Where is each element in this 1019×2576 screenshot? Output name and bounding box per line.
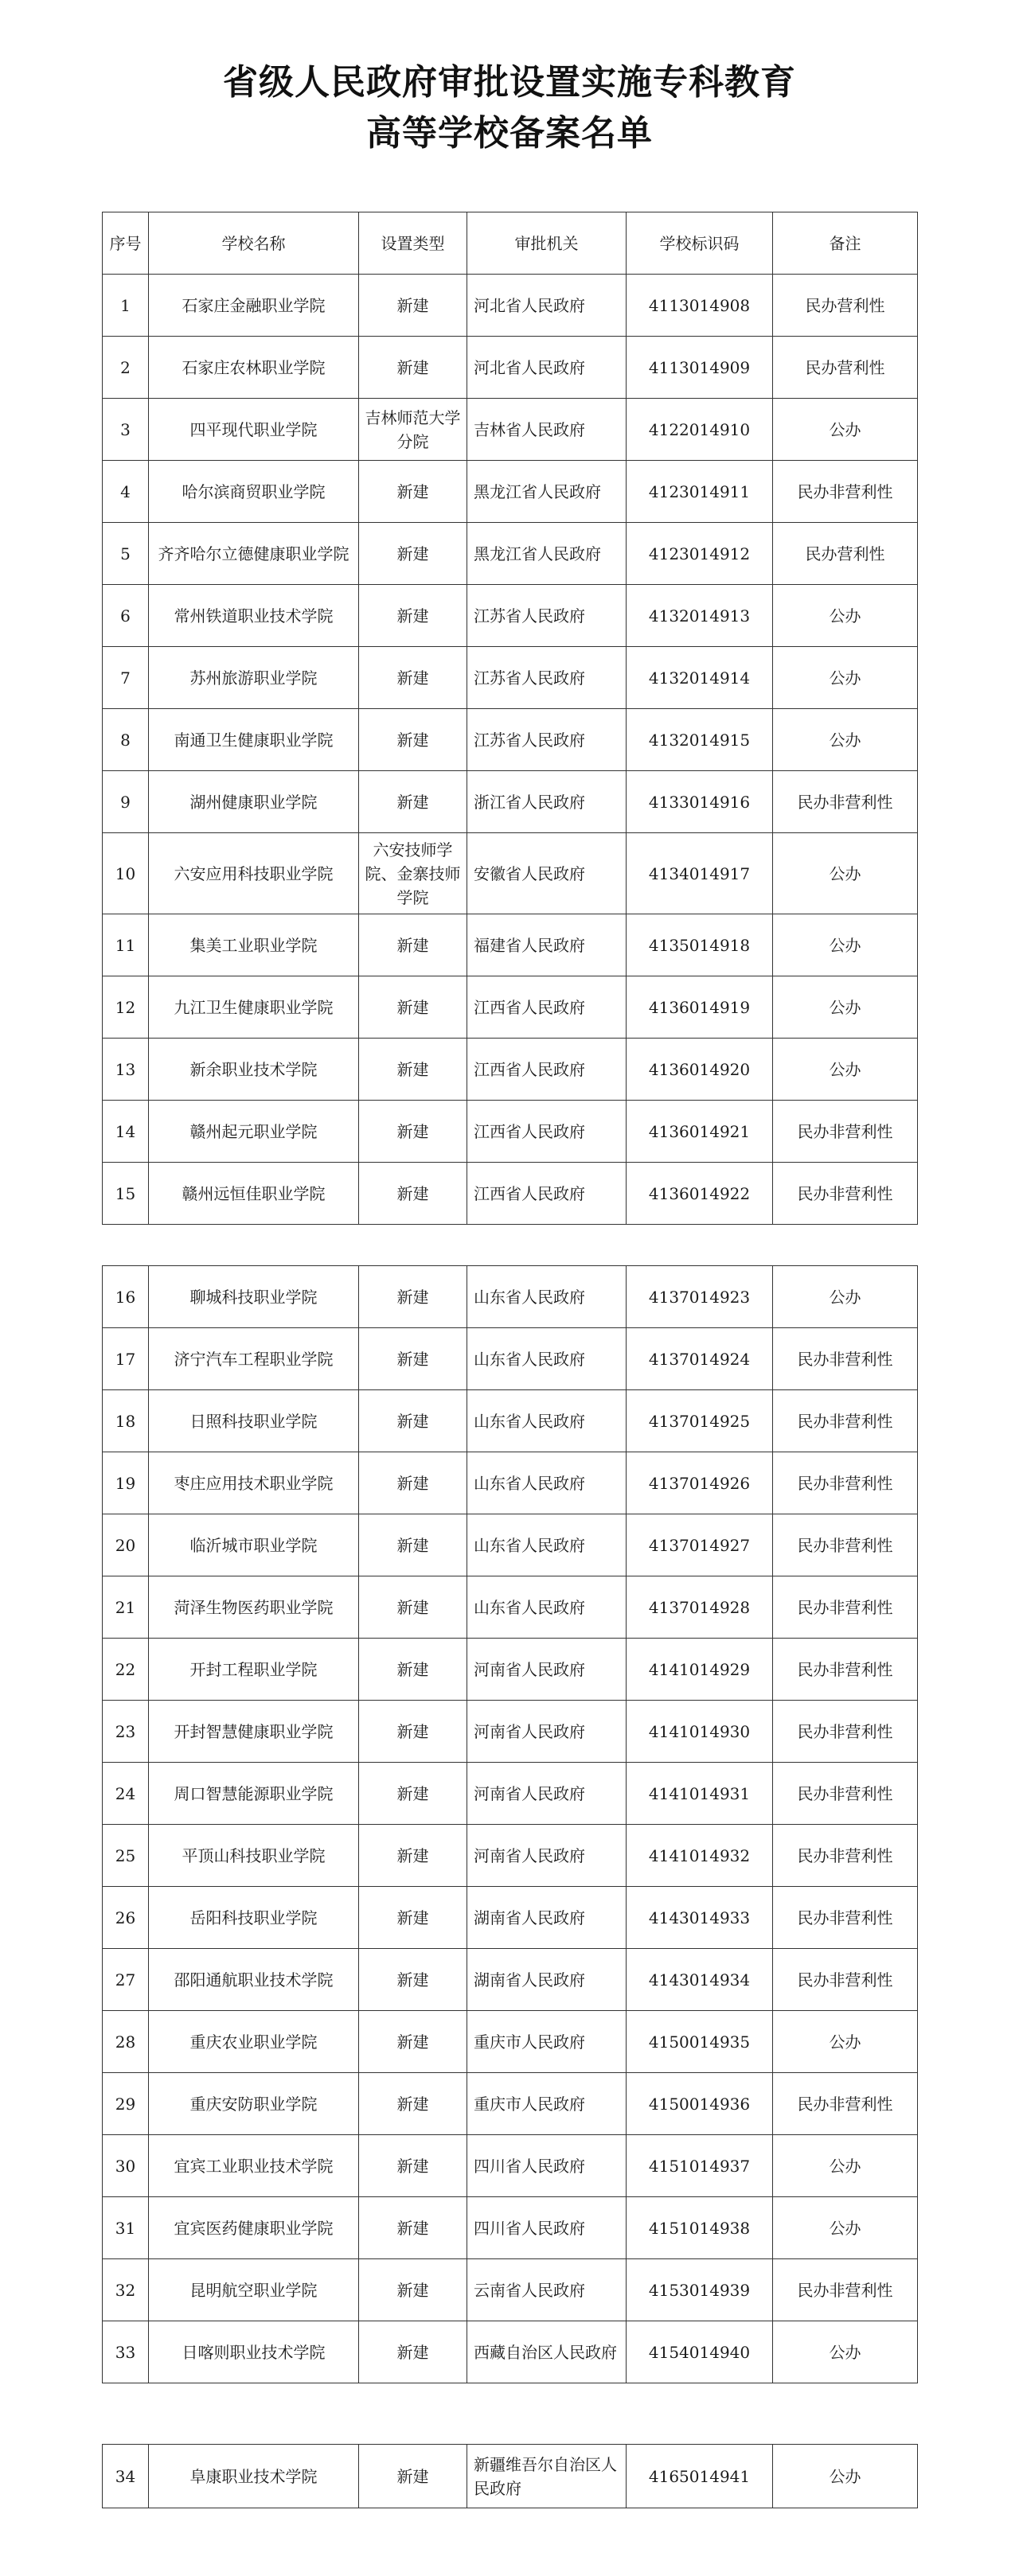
cell-seq: 19: [103, 1452, 149, 1514]
cell-school-code: 4143014934: [627, 1949, 773, 2011]
cell-school-code: 4137014925: [627, 1390, 773, 1452]
cell-school-name: 新余职业技术学院: [149, 1039, 359, 1101]
cell-school-name: 日照科技职业学院: [149, 1390, 359, 1452]
page-title-line-2: 高等学校备案名单: [366, 113, 653, 154]
cell-school-name: 聊城科技职业学院: [149, 1266, 359, 1328]
cell-approval-authority: 河南省人民政府: [467, 1701, 627, 1763]
cell-school-name: 开封工程职业学院: [149, 1639, 359, 1701]
cell-approval-authority: 云南省人民政府: [467, 2259, 627, 2321]
cell-note: 民办非营利性: [773, 461, 918, 523]
cell-seq: 32: [103, 2259, 149, 2321]
header-setup-type: 设置类型: [359, 212, 467, 275]
cell-note: 民办非营利性: [773, 1101, 918, 1163]
cell-seq: 2: [103, 337, 149, 399]
cell-setup-type: 新建: [359, 1266, 467, 1328]
cell-seq: 16: [103, 1266, 149, 1328]
cell-note: 公办: [773, 914, 918, 976]
cell-school-name: 齐齐哈尔立德健康职业学院: [149, 523, 359, 585]
cell-setup-type: 新建: [359, 976, 467, 1039]
cell-setup-type: 新建: [359, 1949, 467, 2011]
cell-seq: 8: [103, 709, 149, 771]
cell-seq: 29: [103, 2073, 149, 2135]
cell-approval-authority: 江苏省人民政府: [467, 709, 627, 771]
cell-seq: 24: [103, 1763, 149, 1825]
cell-note: 民办非营利性: [773, 1763, 918, 1825]
cell-setup-type: 新建: [359, 523, 467, 585]
school-table-part-2: [102, 1265, 918, 2383]
cell-setup-type: 新建: [359, 1576, 467, 1639]
cell-approval-authority: 山东省人民政府: [467, 1576, 627, 1639]
table-row: [103, 2011, 918, 2073]
cell-approval-authority: 山东省人民政府: [467, 1328, 627, 1390]
cell-school-code: 4133014916: [627, 771, 773, 833]
table-row: [103, 1039, 918, 1101]
cell-seq: 10: [103, 833, 149, 914]
cell-approval-authority: 山东省人民政府: [467, 1514, 627, 1576]
cell-approval-authority: 山东省人民政府: [467, 1266, 627, 1328]
page-title-line-1: 省级人民政府审批设置实施专科教育: [223, 62, 796, 103]
cell-approval-authority: 湖南省人民政府: [467, 1949, 627, 2011]
table-row: [103, 914, 918, 976]
school-table-part-1: [102, 212, 918, 1225]
cell-school-code: 4113014908: [627, 275, 773, 337]
cell-approval-authority: 四川省人民政府: [467, 2197, 627, 2259]
cell-school-name: 周口智慧能源职业学院: [149, 1763, 359, 1825]
cell-setup-type: 新建: [359, 461, 467, 523]
cell-school-code: 4141014931: [627, 1763, 773, 1825]
cell-note: 公办: [773, 976, 918, 1039]
cell-school-name: 重庆安防职业学院: [149, 2073, 359, 2135]
cell-school-code: 4154014940: [627, 2321, 773, 2383]
cell-approval-authority: 江西省人民政府: [467, 976, 627, 1039]
cell-note: 民办非营利性: [773, 1701, 918, 1763]
cell-seq: 7: [103, 647, 149, 709]
table-row: [103, 833, 918, 914]
cell-setup-type: 新建: [359, 585, 467, 647]
cell-approval-authority: 河南省人民政府: [467, 1639, 627, 1701]
cell-approval-authority: 浙江省人民政府: [467, 771, 627, 833]
cell-note: 公办: [773, 585, 918, 647]
cell-note: 民办非营利性: [773, 1163, 918, 1225]
table-row: [103, 709, 918, 771]
cell-school-code: 4123014912: [627, 523, 773, 585]
cell-school-name: 开封智慧健康职业学院: [149, 1701, 359, 1763]
cell-setup-type: 六安技师学院、金寨技师学院: [359, 833, 467, 914]
cell-seq: 15: [103, 1163, 149, 1225]
table-row: [103, 1639, 918, 1701]
cell-school-name: 重庆农业职业学院: [149, 2011, 359, 2073]
cell-seq: 21: [103, 1576, 149, 1639]
table-body-part-2: [103, 1266, 918, 2383]
cell-school-code: 4143014933: [627, 1887, 773, 1949]
cell-setup-type: 新建: [359, 2445, 467, 2508]
cell-setup-type: 新建: [359, 1887, 467, 1949]
cell-seq: 27: [103, 1949, 149, 2011]
cell-school-name: 哈尔滨商贸职业学院: [149, 461, 359, 523]
cell-school-name: 邵阳通航职业技术学院: [149, 1949, 359, 2011]
cell-setup-type: 新建: [359, 1163, 467, 1225]
table-row: [103, 1887, 918, 1949]
cell-school-name: 昆明航空职业学院: [149, 2259, 359, 2321]
table-row: [103, 1514, 918, 1576]
cell-note: 公办: [773, 2445, 918, 2508]
table-row: [103, 523, 918, 585]
school-table-part-3: [102, 2444, 918, 2508]
table-row: [103, 337, 918, 399]
cell-school-code: 4141014929: [627, 1639, 773, 1701]
cell-setup-type: 新建: [359, 1328, 467, 1390]
cell-school-code: 4141014930: [627, 1701, 773, 1763]
cell-school-name: 四平现代职业学院: [149, 399, 359, 461]
table-row: [103, 1825, 918, 1887]
cell-school-name: 六安应用科技职业学院: [149, 833, 359, 914]
table-body-part-1: [103, 275, 918, 1225]
cell-setup-type: 新建: [359, 1701, 467, 1763]
cell-note: 民办非营利性: [773, 1825, 918, 1887]
table-row: [103, 1763, 918, 1825]
cell-school-code: 4123014911: [627, 461, 773, 523]
cell-approval-authority: 安徽省人民政府: [467, 833, 627, 914]
cell-school-code: 4136014919: [627, 976, 773, 1039]
cell-school-code: 4137014924: [627, 1328, 773, 1390]
cell-setup-type: 新建: [359, 275, 467, 337]
cell-note: 民办非营利性: [773, 1452, 918, 1514]
cell-setup-type: 新建: [359, 771, 467, 833]
cell-seq: 33: [103, 2321, 149, 2383]
cell-school-code: 4137014923: [627, 1266, 773, 1328]
table-row: [103, 275, 918, 337]
cell-setup-type: 新建: [359, 2197, 467, 2259]
cell-school-code: 4132014915: [627, 709, 773, 771]
cell-school-name: 阜康职业技术学院: [149, 2445, 359, 2508]
cell-school-name: 湖州健康职业学院: [149, 771, 359, 833]
cell-school-code: 4165014941: [627, 2445, 773, 2508]
cell-school-name: 赣州远恒佳职业学院: [149, 1163, 359, 1225]
cell-setup-type: 新建: [359, 2073, 467, 2135]
table-row: [103, 585, 918, 647]
cell-seq: 22: [103, 1639, 149, 1701]
cell-setup-type: 新建: [359, 1452, 467, 1514]
cell-note: 公办: [773, 647, 918, 709]
cell-seq: 17: [103, 1328, 149, 1390]
cell-seq: 12: [103, 976, 149, 1039]
cell-school-name: 宜宾工业职业技术学院: [149, 2135, 359, 2197]
cell-seq: 6: [103, 585, 149, 647]
cell-approval-authority: 四川省人民政府: [467, 2135, 627, 2197]
cell-school-name: 石家庄农林职业学院: [149, 337, 359, 399]
table-row: [103, 2135, 918, 2197]
cell-school-code: 4137014928: [627, 1576, 773, 1639]
cell-approval-authority: 重庆市人民政府: [467, 2073, 627, 2135]
table-row: [103, 771, 918, 833]
cell-note: 民办非营利性: [773, 1576, 918, 1639]
cell-seq: 14: [103, 1101, 149, 1163]
table-row: [103, 1390, 918, 1452]
table-row: [103, 647, 918, 709]
table-row: [103, 976, 918, 1039]
cell-school-code: 4150014936: [627, 2073, 773, 2135]
cell-note: 公办: [773, 399, 918, 461]
cell-school-code: 4113014909: [627, 337, 773, 399]
table-row: [103, 1949, 918, 2011]
cell-approval-authority: 重庆市人民政府: [467, 2011, 627, 2073]
cell-school-name: 集美工业职业学院: [149, 914, 359, 976]
cell-seq: 11: [103, 914, 149, 976]
cell-school-code: 4132014914: [627, 647, 773, 709]
cell-seq: 30: [103, 2135, 149, 2197]
cell-note: 公办: [773, 1039, 918, 1101]
cell-approval-authority: 江西省人民政府: [467, 1039, 627, 1101]
cell-school-code: 4135014918: [627, 914, 773, 976]
cell-seq: 28: [103, 2011, 149, 2073]
table-row: [103, 1266, 918, 1328]
cell-note: 公办: [773, 2197, 918, 2259]
cell-seq: 4: [103, 461, 149, 523]
cell-approval-authority: 山东省人民政府: [467, 1390, 627, 1452]
cell-school-name: 日喀则职业技术学院: [149, 2321, 359, 2383]
cell-school-code: 4151014938: [627, 2197, 773, 2259]
cell-seq: 3: [103, 399, 149, 461]
cell-school-name: 宜宾医药健康职业学院: [149, 2197, 359, 2259]
cell-seq: 1: [103, 275, 149, 337]
table-row: [103, 461, 918, 523]
cell-setup-type: 新建: [359, 2011, 467, 2073]
cell-note: 民办非营利性: [773, 1639, 918, 1701]
cell-setup-type: 新建: [359, 647, 467, 709]
cell-school-code: 4137014926: [627, 1452, 773, 1514]
cell-school-code: 4136014920: [627, 1039, 773, 1101]
cell-setup-type: 新建: [359, 1390, 467, 1452]
cell-setup-type: 新建: [359, 1514, 467, 1576]
cell-note: 民办营利性: [773, 337, 918, 399]
cell-note: 公办: [773, 2135, 918, 2197]
cell-school-name: 常州铁道职业技术学院: [149, 585, 359, 647]
cell-school-code: 4136014921: [627, 1101, 773, 1163]
cell-school-name: 苏州旅游职业学院: [149, 647, 359, 709]
cell-school-name: 济宁汽车工程职业学院: [149, 1328, 359, 1390]
cell-seq: 9: [103, 771, 149, 833]
cell-approval-authority: 江苏省人民政府: [467, 585, 627, 647]
cell-school-name: 赣州起元职业学院: [149, 1101, 359, 1163]
cell-approval-authority: 黑龙江省人民政府: [467, 523, 627, 585]
cell-seq: 34: [103, 2445, 149, 2508]
cell-approval-authority: 河北省人民政府: [467, 275, 627, 337]
cell-note: 民办非营利性: [773, 771, 918, 833]
cell-setup-type: 新建: [359, 914, 467, 976]
cell-seq: 18: [103, 1390, 149, 1452]
cell-note: 民办非营利性: [773, 1328, 918, 1390]
cell-note: 公办: [773, 2011, 918, 2073]
header-note: 备注: [773, 212, 918, 275]
table-row: [103, 1101, 918, 1163]
table-row: [103, 1452, 918, 1514]
table-row: [103, 2321, 918, 2383]
cell-setup-type: 新建: [359, 1825, 467, 1887]
cell-seq: 25: [103, 1825, 149, 1887]
cell-approval-authority: 新疆维吾尔自治区人民政府: [467, 2445, 627, 2508]
cell-setup-type: 新建: [359, 1039, 467, 1101]
cell-school-code: 4153014939: [627, 2259, 773, 2321]
cell-note: 民办非营利性: [773, 1949, 918, 2011]
table-body-part-3: [103, 2445, 918, 2508]
cell-approval-authority: 吉林省人民政府: [467, 399, 627, 461]
cell-setup-type: 新建: [359, 2135, 467, 2197]
cell-note: 民办营利性: [773, 275, 918, 337]
cell-note: 民办非营利性: [773, 2073, 918, 2135]
cell-school-code: 4151014937: [627, 2135, 773, 2197]
cell-school-code: 4122014910: [627, 399, 773, 461]
cell-note: 公办: [773, 709, 918, 771]
cell-school-code: 4141014932: [627, 1825, 773, 1887]
cell-note: 民办非营利性: [773, 1514, 918, 1576]
cell-approval-authority: 西藏自治区人民政府: [467, 2321, 627, 2383]
cell-school-name: 南通卫生健康职业学院: [149, 709, 359, 771]
cell-seq: 13: [103, 1039, 149, 1101]
cell-approval-authority: 湖南省人民政府: [467, 1887, 627, 1949]
cell-note: 公办: [773, 2321, 918, 2383]
cell-school-name: 临沂城市职业学院: [149, 1514, 359, 1576]
table-row: [103, 2445, 918, 2508]
cell-setup-type: 新建: [359, 709, 467, 771]
table-row: [103, 2197, 918, 2259]
table-row: [103, 2259, 918, 2321]
cell-approval-authority: 河北省人民政府: [467, 337, 627, 399]
cell-setup-type: 新建: [359, 2321, 467, 2383]
header-approval-authority: 审批机关: [467, 212, 627, 275]
cell-school-code: 4132014913: [627, 585, 773, 647]
cell-school-code: 4134014917: [627, 833, 773, 914]
cell-school-code: 4136014922: [627, 1163, 773, 1225]
cell-approval-authority: 山东省人民政府: [467, 1452, 627, 1514]
cell-school-name: 平顶山科技职业学院: [149, 1825, 359, 1887]
table-row: [103, 1701, 918, 1763]
cell-school-name: 岳阳科技职业学院: [149, 1887, 359, 1949]
table-row: [103, 1576, 918, 1639]
cell-note: 民办非营利性: [773, 1390, 918, 1452]
cell-note: 民办营利性: [773, 523, 918, 585]
table-row: [103, 1328, 918, 1390]
cell-approval-authority: 河南省人民政府: [467, 1763, 627, 1825]
table-row: [103, 2073, 918, 2135]
cell-seq: 5: [103, 523, 149, 585]
header-school-code: 学校标识码: [627, 212, 773, 275]
table-row: [103, 1163, 918, 1225]
cell-setup-type: 新建: [359, 1763, 467, 1825]
cell-seq: 23: [103, 1701, 149, 1763]
header-school-name: 学校名称: [149, 212, 359, 275]
cell-note: 公办: [773, 833, 918, 914]
cell-approval-authority: 江西省人民政府: [467, 1101, 627, 1163]
cell-school-code: 4150014935: [627, 2011, 773, 2073]
cell-approval-authority: 黑龙江省人民政府: [467, 461, 627, 523]
cell-setup-type: 新建: [359, 1101, 467, 1163]
cell-approval-authority: 福建省人民政府: [467, 914, 627, 976]
cell-seq: 20: [103, 1514, 149, 1576]
header-seq: 序号: [103, 212, 149, 275]
cell-approval-authority: 河南省人民政府: [467, 1825, 627, 1887]
page-title: [0, 57, 1019, 159]
table-row: [103, 399, 918, 461]
cell-school-name: 九江卫生健康职业学院: [149, 976, 359, 1039]
cell-note: 公办: [773, 1266, 918, 1328]
cell-seq: 31: [103, 2197, 149, 2259]
cell-school-name: 石家庄金融职业学院: [149, 275, 359, 337]
cell-seq: 26: [103, 1887, 149, 1949]
cell-school-name: 菏泽生物医药职业学院: [149, 1576, 359, 1639]
cell-approval-authority: 江西省人民政府: [467, 1163, 627, 1225]
cell-approval-authority: 江苏省人民政府: [467, 647, 627, 709]
cell-setup-type: 新建: [359, 337, 467, 399]
cell-school-name: 枣庄应用技术职业学院: [149, 1452, 359, 1514]
table-header-row: [103, 212, 918, 275]
cell-setup-type: 吉林师范大学分院: [359, 399, 467, 461]
cell-note: 民办非营利性: [773, 1887, 918, 1949]
cell-note: 民办非营利性: [773, 2259, 918, 2321]
cell-setup-type: 新建: [359, 2259, 467, 2321]
cell-setup-type: 新建: [359, 1639, 467, 1701]
cell-school-code: 4137014927: [627, 1514, 773, 1576]
